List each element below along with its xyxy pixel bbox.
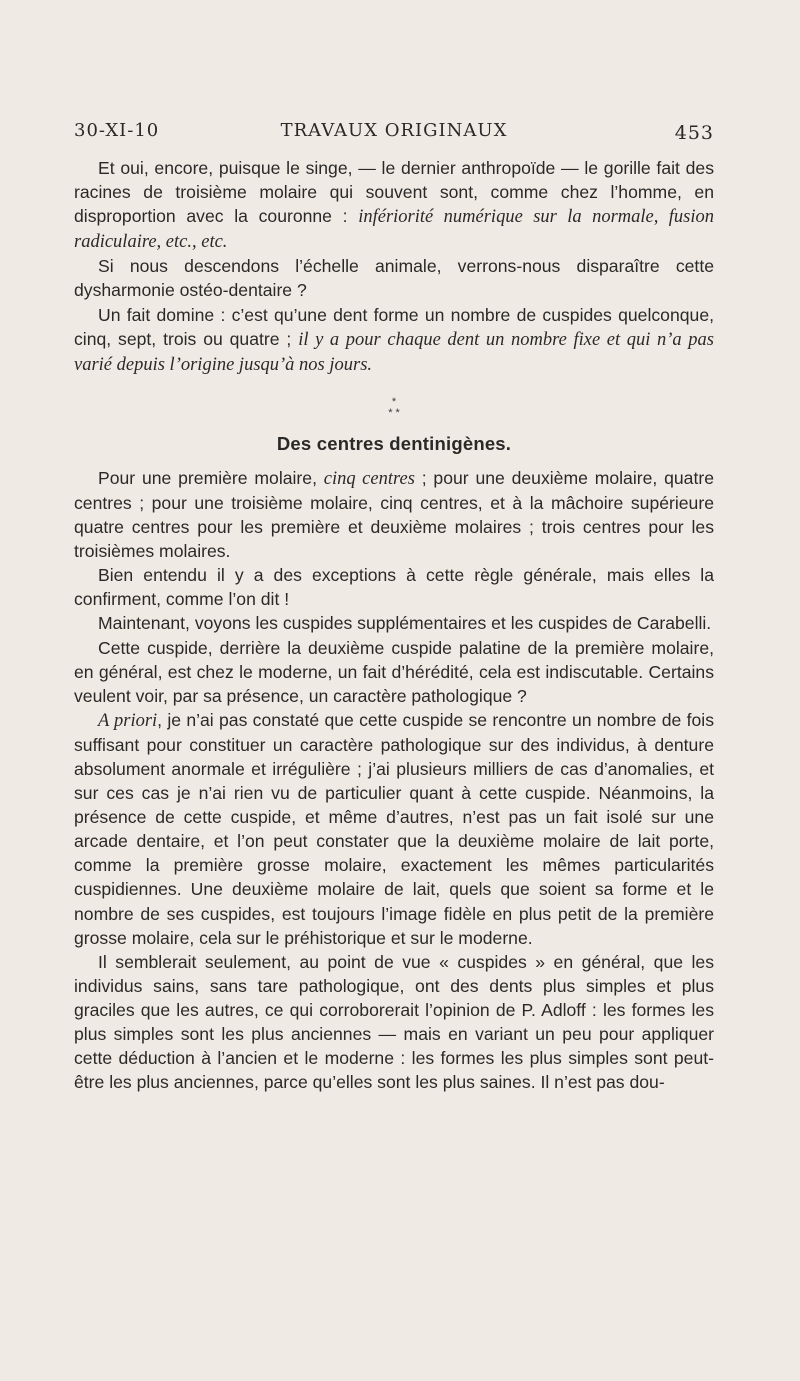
paragraph	[74, 303, 714, 377]
paragraph-italic-text: A priori	[98, 710, 158, 731]
asterism-bottom: * *	[388, 406, 400, 419]
section-title: Des centres dentinigènes.	[276, 432, 512, 454]
paragraph	[74, 156, 714, 254]
paragraph-text: ; pour une deuxième molaire, quatre centres ; pour une troisième molaire, cinq centres, et à la mâchoire supérieure quatre centres pour les première et deuxième molaires ; trois centres pour les troisièmes molaires.	[74, 467, 714, 562]
asterism	[74, 397, 714, 419]
header-date: 30-XI-10	[74, 120, 160, 141]
paragraph-italic-text: cinq centres	[323, 468, 415, 489]
paragraph-text: Et oui, encore, puisque le singe, — le dernier anthropoïde — le gorille fait des racines de troisième molaire qui souvent sont, comme chez l’homme, en disproportion avec la couronne :	[74, 158, 714, 227]
paragraph-text: Un fait domine : c’est qu’une dent forme un nombre de cuspides quelconque, cinq, sept, trois ou quatre ;	[74, 304, 714, 349]
page-number: 453	[674, 122, 714, 144]
header-title: TRAVAUX ORIGINAUX	[280, 120, 508, 141]
paragraph-italic-text: il y a pour chaque dent un nombre fixe et qui n’a pas varié depuis l’origine jusqu’à nos jours.	[74, 329, 715, 375]
asterism-top: *	[391, 395, 397, 408]
paragraph: Si nous descendons l’échelle animale, verrons-nous disparaître cette dysharmonie ostéo-dentaire ?	[74, 256, 714, 301]
paragraph: Maintenant, voyons les cuspides supplémentaires et les cuspides de Carabelli.	[98, 613, 712, 634]
paragraph: Bien entendu il y a des exceptions à cette règle générale, mais elles la confirment, comme l’on dit !	[74, 565, 714, 610]
paragraph-text: , je n’ai pas constaté que cette cuspide se rencontre un nombre de fois suffisant pour constituer un caractère pathologique sur des individus, à denture absolument anormale et irrégulière ; j’ai plusieurs milliers de cas d’anomalies, et sur ces cas je n’ai rien vu de particulier quant à cette cuspide. Néanmoins, la présence de cette cuspide, et même d’autres, n’est pas un fait isolé sur une arcade dentaire, et l’on peut constater que la deuxième molaire de lait porte, comme la première grosse molaire, exactement les mêmes particularités cuspidiennes. Une deuxième molaire de lait, quels que soient sa forme et le nombre de ses cuspides, est toujours l’image fidèle en plus petit de la première grosse molaire, cela sur le préhistorique et sur le moderne.	[74, 709, 714, 948]
body-text	[74, 156, 714, 1094]
paragraph	[74, 466, 714, 563]
paragraph-italic-text: infériorité numérique sur la normale, fusion radiculaire, etc., etc.	[74, 207, 714, 253]
paragraph-text: Pour une première molaire,	[98, 467, 324, 488]
paragraph	[74, 708, 714, 950]
paragraph: Cette cuspide, derrière la deuxième cuspide palatine de la première molaire, en général, est chez le moderne, un fait d’hérédité, cela est indiscutable. Certains veulent voir, par sa présence, un caractère pathologique ?	[74, 637, 714, 706]
paragraph: Il semblerait seulement, au point de vue « cuspides » en général, que les individus sains, sans tare pathologique, ont des dents plus simples et plus graciles que les autres, ce qui corroborerait l’opinion de P. Adloff : les formes les plus simples sont les plus anciennes — mais en variant un peu pour appliquer cette déduction à l’ancien et le moderne : les formes les plus simples sont peut-être les plus anciennes, parce qu’elles sont les plus saines. Il n’est pas dou-	[74, 951, 714, 1093]
